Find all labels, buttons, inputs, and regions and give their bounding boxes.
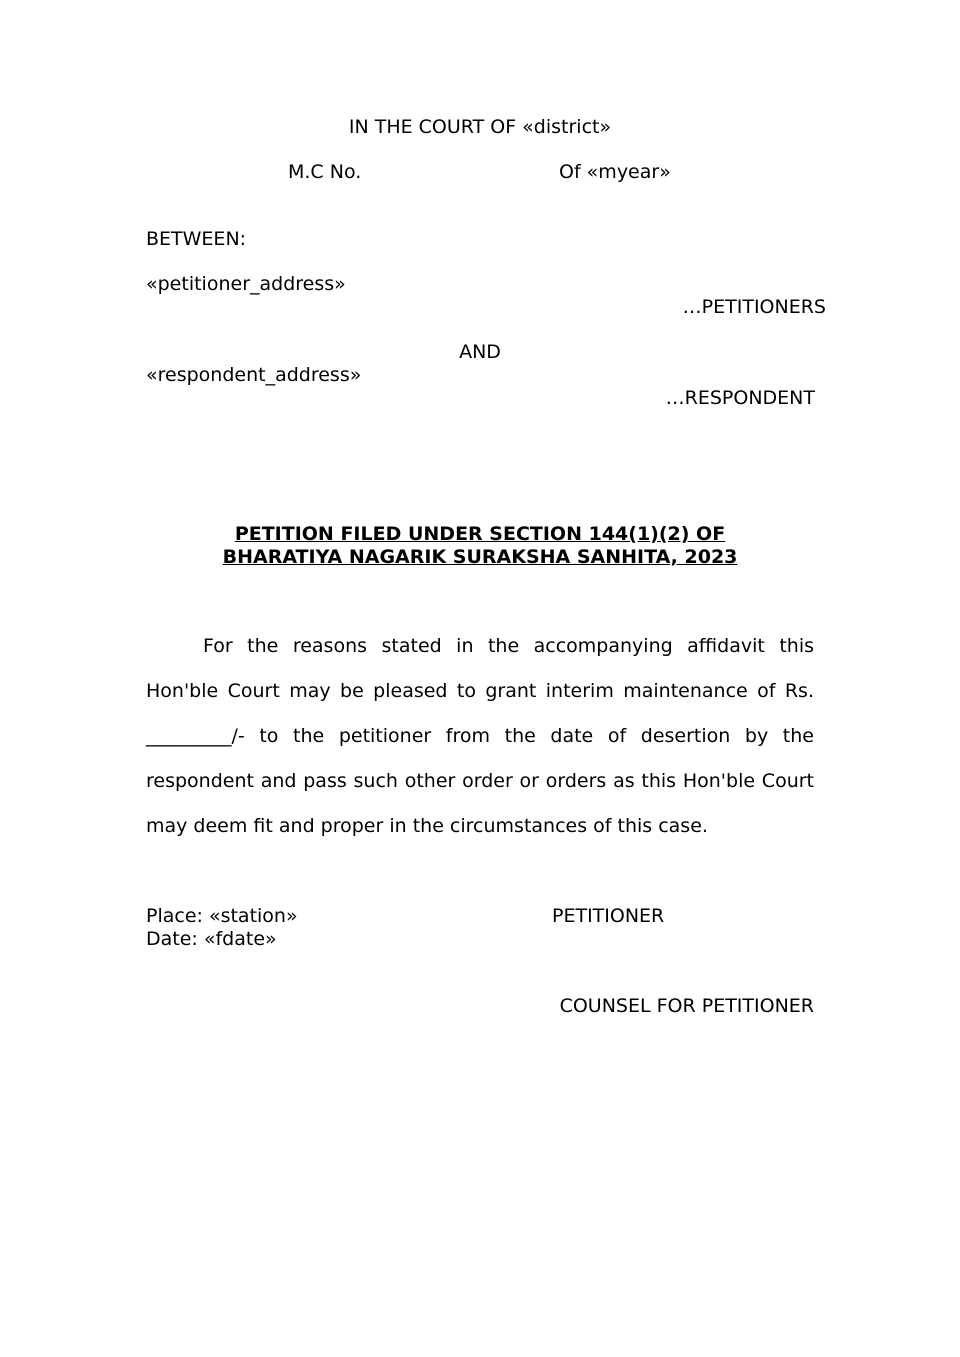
date-field: Date: «fdate»	[146, 928, 277, 950]
and-separator: AND	[459, 341, 501, 363]
petition-title-line-2: BHARATIYA NAGARIK SURAKSHA SANHITA, 2023	[222, 546, 738, 568]
petitioner-role: …PETITIONERS	[682, 296, 826, 318]
petitioner-address: «petitioner_address»	[146, 273, 346, 295]
case-number-label: M.C No.	[288, 161, 362, 183]
petitioner-signature-label: PETITIONER	[552, 905, 665, 927]
respondent-address: «respondent_address»	[146, 364, 362, 386]
between-label: BETWEEN:	[146, 228, 247, 250]
court-heading: IN THE COURT OF «district»	[348, 116, 612, 138]
petition-title-line-1: PETITION FILED UNDER SECTION 144(1)(2) OF	[234, 523, 726, 545]
case-year: Of «myear»	[559, 161, 671, 183]
petition-title	[0, 523, 960, 569]
petition-body-paragraph: For the reasons stated in the accompanying affidavit this Hon'ble Court may be pleased to grant interim maintenance of Rs. _________/- to the petitioner from the date of desertion by the respondent and pass such other order or orders as this Hon'ble Court may deem fit and proper in the circumstances of this case.	[146, 635, 814, 837]
counsel-signature-label: COUNSEL FOR PETITIONER	[559, 995, 814, 1017]
place-field: Place: «station»	[146, 905, 298, 927]
respondent-role: …RESPONDENT	[665, 387, 815, 409]
